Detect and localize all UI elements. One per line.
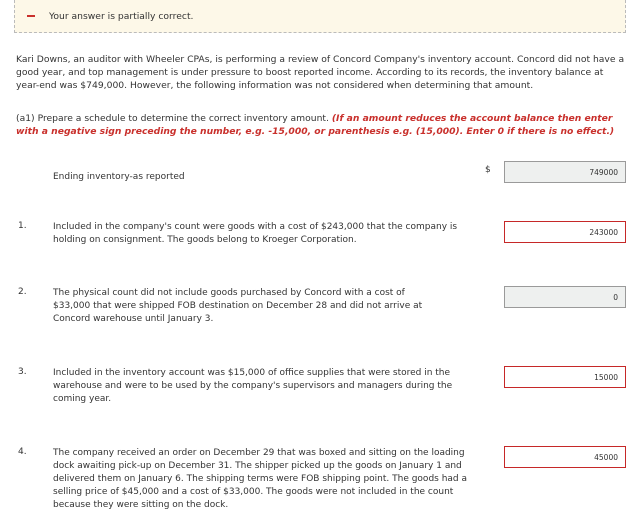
item-number: 1. — [18, 221, 27, 231]
ending-inventory-input[interactable] — [504, 161, 626, 183]
instruction-note: (If an amount reduces the account balance then enter with a negative sign preceding the number, e.g. -15,000, or parenthesis e.g. (15,000). Enter 0 if there is no effect.) — [16, 113, 615, 137]
ending-inventory-label: Ending inventory-as reported — [53, 172, 185, 182]
item-description: Included in the inventory account was $15,000 of office supplies that were stored in the warehouse and were to be used by the company's supervisors and managers during the coming year. — [53, 368, 453, 404]
currency-symbol: $ — [485, 165, 491, 175]
item-1-adjustment-input[interactable] — [504, 221, 626, 243]
instruction-text — [16, 112, 628, 138]
item-description: The company received an order on December 29 that was boxed and sitting on the loading dock awaiting pick-up on December 31. The shipper picked up the goods on January 1 and delivered them on January 6. The shipping terms were FOB shipping point. The goods had a selling price of $45,000 and a cost of $33,000. The goods were not included in the count because they were sitting on the dock. — [53, 448, 468, 510]
item-description: Included in the company's count were goods with a cost of $243,000 that the company is holding on consignment. The goods belong to Kroeger Corporation. — [53, 222, 458, 245]
item-number: 3. — [18, 367, 27, 377]
feedback-banner — [14, 0, 626, 33]
item-2-adjustment-input[interactable] — [504, 286, 626, 308]
item-description: The physical count did not include goods purchased by Concord with a cost of $33,000 that were shipped FOB destination on December 28 and did not arrive at Concord warehouse until January 3. — [53, 288, 423, 324]
problem-intro: Kari Downs, an auditor with Wheeler CPAs, is performing a review of Concord Company's inventory account. Concord did not have a good year, and top management is under pressure to boost reported income. According to its records, the inventory balance at year-end was $749,000. However, the following information was not considered when determining that amount. — [16, 54, 625, 91]
item-4-adjustment-input[interactable] — [504, 446, 626, 468]
item-number: 4. — [18, 447, 27, 457]
minus-icon — [27, 15, 35, 17]
feedback-status-text: Your answer is partially correct. — [49, 11, 194, 22]
item-number: 2. — [18, 287, 27, 297]
item-3-adjustment-input[interactable] — [504, 366, 626, 388]
instruction-prefix: (a1) Prepare a schedule to determine the correct inventory amount. — [16, 113, 329, 124]
